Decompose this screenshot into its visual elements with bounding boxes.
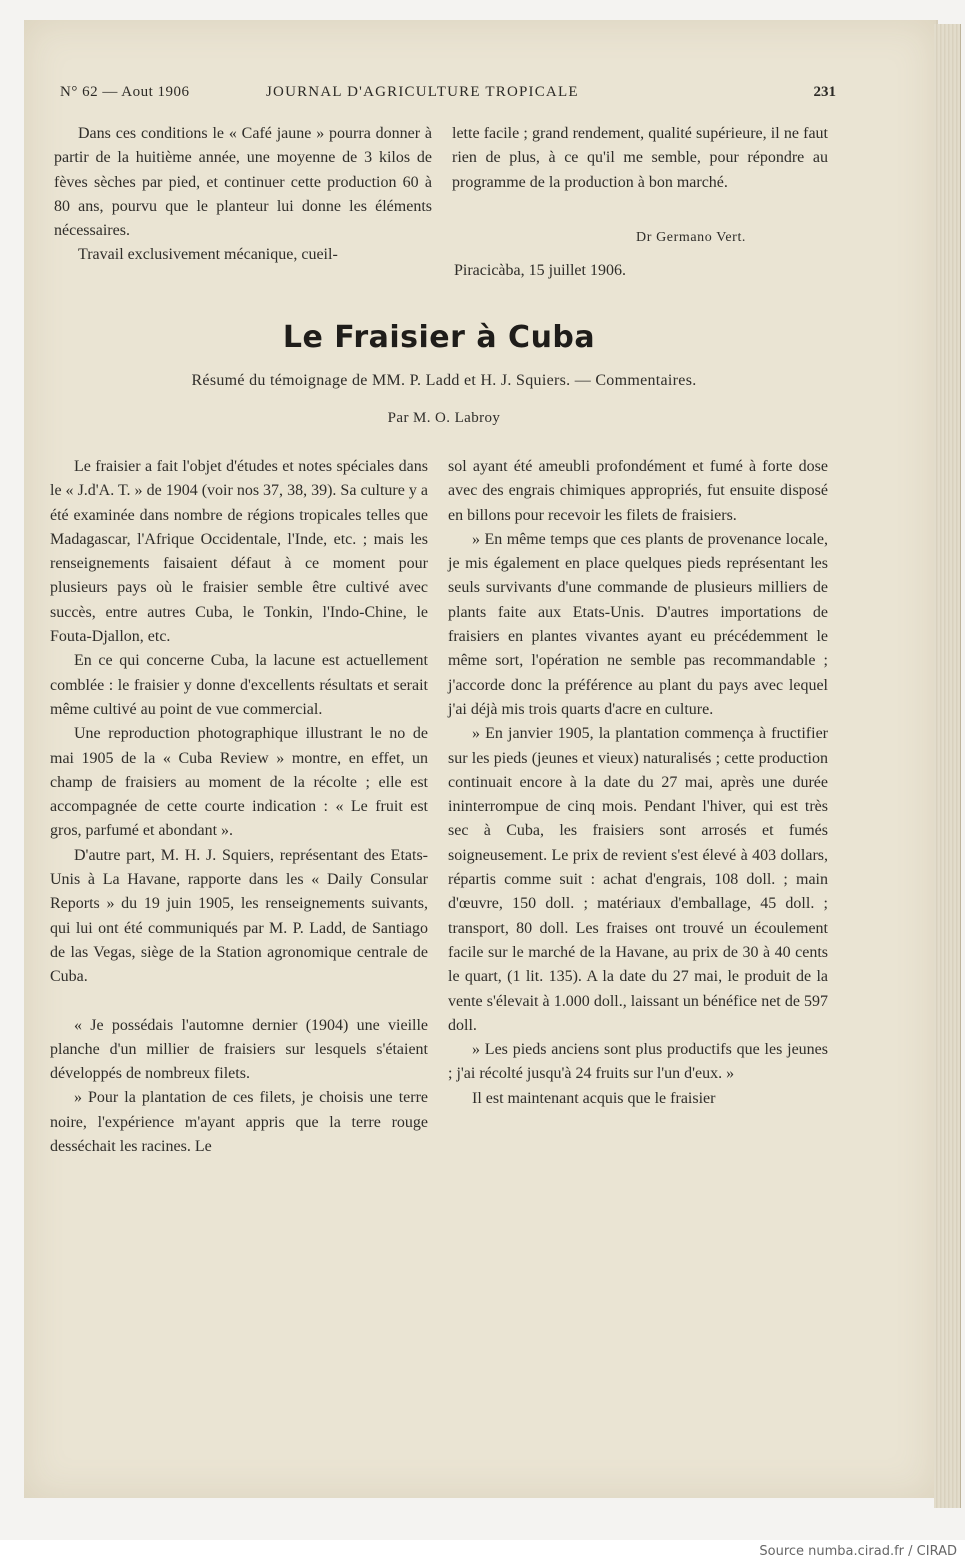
running-header (60, 84, 836, 106)
article-subtitle: Résumé du témoignage de MM. P. Ladd et H. J. Squiers. — Commentaires. (191, 372, 697, 389)
article-right-column (448, 455, 828, 1111)
paragraph-gap (50, 990, 428, 1014)
journal-title: JOURNAL D'AGRICULTURE TROPICALE (266, 84, 579, 100)
paragraph: » Pour la plantation de ces filets, je choisis une terre noire, l'expérience m'ayant appris que la terre rouge desséchait les racines. Le (50, 1089, 428, 1156)
paragraph: lette facile ; grand rendement, qualité supérieure, il ne faut rien de plus, à ce qu'il me semble, pour répondre au programme de la production à bon marché. (452, 125, 828, 191)
paragraph: Il est maintenant acquis que le fraisier (472, 1089, 716, 1107)
paragraph: Le fraisier a fait l'objet d'études et notes spéciales dans le « J.d'A. T. » de 1904 (voir nos 37, 38, 39). Sa culture y a été examinée dans nombre de régions tropicales telles que Madagascar, l'Afrique Occidentale, l'Inde, etc. ; mais les renseignements faisaient défaut à ce moment pour plusieurs pays où le fraisier semble être cultivé avec succès, entre autres Cuba, le Tonkin, l'Indo-Chine, le Fouta-Djallon, etc. (50, 458, 428, 646)
article-byline: Par M. O. Labroy (387, 410, 501, 426)
source-credit: Source numba.cirad.fr / CIRAD (759, 1544, 957, 1559)
paragraph: D'autre part, M. H. J. Squiers, représentant des Etats-Unis à La Havane, rapporte dans les « Daily Consular Reports » du 19 juin 1905, les renseignements suivants, qui lui ont été communiqués par M. P. Ladd, de Santiago de las Vegas, siège de la Station agronomique centrale de Cuba. (50, 846, 428, 986)
previous-article-right-column (452, 122, 828, 195)
paragraph: sol ayant été ameubli profondément et fumé à forte dose avec des engrais chimiques appropriés, fut ensuite disposé en billons pour recevoir les filets de fraisiers. (448, 458, 828, 524)
author-signature: Dr Germano Vert. (636, 230, 747, 245)
place-date: Piracicàba, 15 juillet 1906. (454, 262, 626, 279)
paragraph: » En janvier 1905, la plantation commença à fructifier sur les pieds (jeunes et vieux) naturalisés ; cette production continuait encore à la date du 27 mai, après une durée ininterrompue de cinq mois. Pendant l'hiver, qui est très sec à Cuba, les fraisiers sont arrosés et fumés soigneusement. Le prix de revient s'est élevé à 403 dollars, répartis comme suit : achat d'engrais, 108 doll. ; main d'œuvre, 150 doll. ; matériaux d'emballage, 45 doll. ; transport, 80 doll. Les fraises ont trouvé un écoulement facile sur le marché de la Havane, au prix de 30 à 40 cents le quart, (1 lit. 135). A la date du 27 mai, le produit de la vente s'élevait à 1.000 doll., laissant un bénéfice net de 597 doll. (448, 725, 828, 1034)
article-left-column (50, 455, 428, 1159)
paragraph: « Je possédais l'automne dernier (1904) une vieille planche d'un millier de fraisiers sur lesquels s'étaient développés de nombreux filets. (50, 1016, 428, 1083)
previous-article-left-column (54, 122, 432, 268)
paragraph: Travail exclusivement mécanique, cueil- (78, 246, 338, 264)
paragraph: Une reproduction photographique illustrant le no de mai 1905 de la « Cuba Review » montre, en effet, un champ de fraisiers au moment de la récolte ; elle est accompagnée de cette courte indication : « Le fruit est gros, parfumé et abondant ». (50, 725, 428, 840)
page-number: 231 (813, 84, 836, 100)
book-page-edges (934, 24, 961, 1508)
paragraph: En ce qui concerne Cuba, la lacune est actuellement comblée : le fraisier y donne d'excellents résultats et serait même cultivé au point de vue commercial. (50, 652, 428, 718)
article-title: Le Fraisier à Cuba (282, 320, 596, 355)
paragraph: Dans ces conditions le « Café jaune » pourra donner à partir de la huitième année, une moyenne de 3 kilos de fèves sèches par pied, et continuer cette production 60 à 80 ans, pourvu que le planteur lui donne les éléments nécessaires. (54, 125, 432, 240)
paragraph: » En même temps que ces plants de provenance locale, je mis également en place quelques pieds représentant les seuls survivants d'une commande de plusieurs milliers de plants faite aux Etats-Unis. D'autres importations de fraisiers en plantes vivantes ayant eu précédemment le même sort, l'opération ne semble pas recommandable ; j'accorde donc la préférence au plant du pays avec lequel j'ai déjà mis trois quarts d'acre en culture. (448, 530, 828, 718)
issue-number: N° 62 — Aout 1906 (60, 84, 190, 100)
paragraph: » Les pieds anciens sont plus productifs que les jeunes ; j'ai récolté jusqu'à 24 fruits sur l'un d'eux. » (448, 1041, 828, 1083)
